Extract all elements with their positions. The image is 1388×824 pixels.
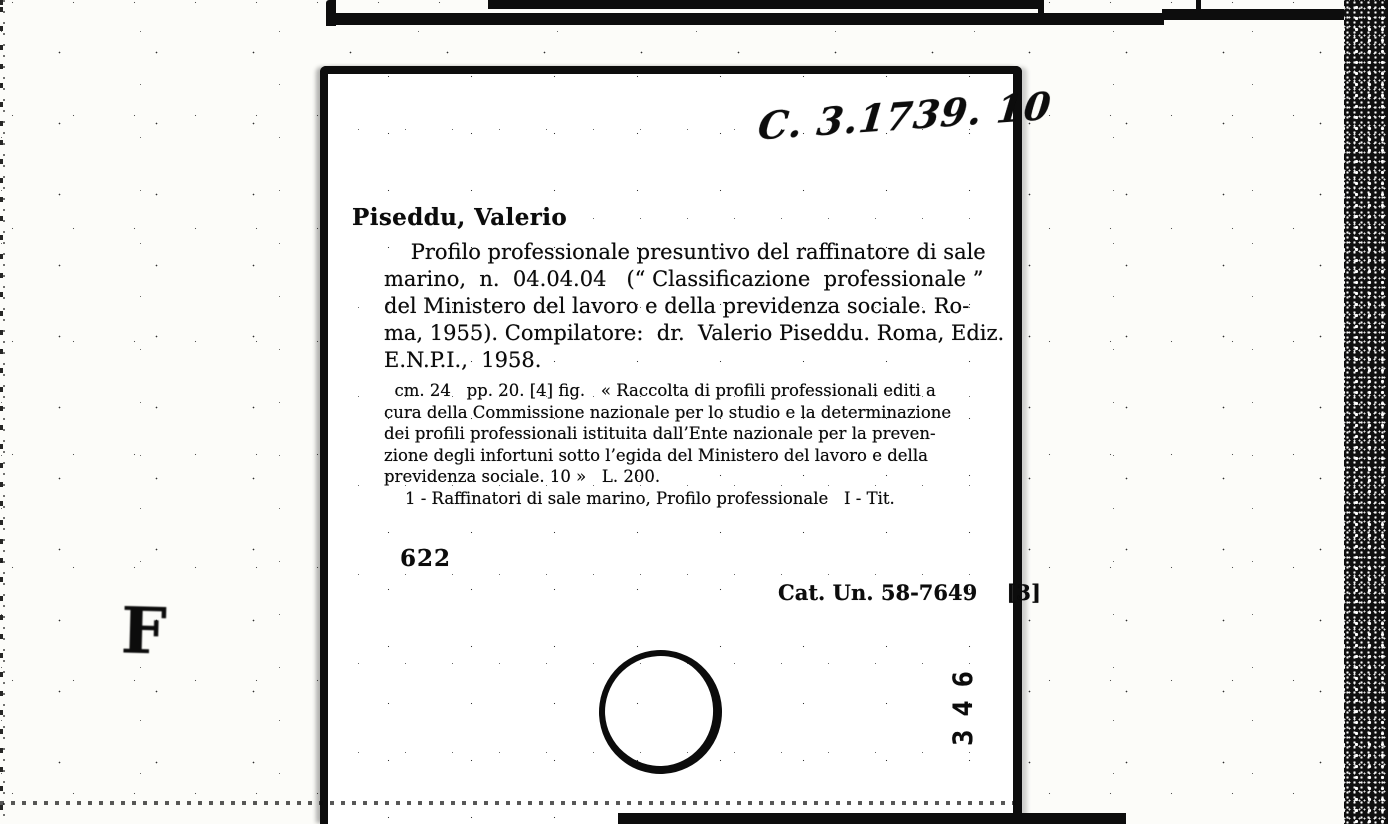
- card-bottom-dotted-edge: [0, 801, 1022, 805]
- catalog-union-reference: Cat. Un. 58-7649 [3]: [778, 580, 1041, 605]
- rotated-side-number: 346: [948, 658, 979, 746]
- note-line: zione degli infortuni sotto l’egida del Ministero del lavoro e della: [384, 445, 928, 465]
- upper-card-bottom-edge: [488, 0, 1040, 9]
- bottom-scan-bar: [618, 813, 1126, 824]
- left-scan-edge-noise: [0, 0, 6, 824]
- body-line: marino, n. 04.04.04 (“ Classificazione professionale ”: [384, 267, 984, 291]
- bibliographic-description: [384, 239, 1018, 374]
- collation-note: [384, 380, 1018, 510]
- stamp-mark: F: [120, 593, 168, 670]
- top-edge-tick: [1196, 0, 1201, 12]
- body-line: E.N.P.I., 1958.: [384, 348, 542, 372]
- tracing-line: 1 - Raffinatori di sale marino, Profilo professionale I - Tit.: [384, 488, 895, 508]
- top-divider-bar-right: [1162, 9, 1345, 20]
- handwritten-shelfmark: C. 3.1739. 10: [755, 82, 1054, 149]
- author-heading: Piseddu, Valerio: [352, 204, 568, 231]
- top-edge-tick: [1038, 0, 1044, 16]
- body-line: del Ministero del lavoro e della previdenza sociale. Ro-: [384, 294, 970, 318]
- right-scan-noise-column: [1344, 0, 1388, 824]
- note-line: dei profili professionali istituita dall’Ente nazionale per la preven-: [384, 424, 936, 444]
- note-line: previdenza sociale. 10 » L. 200.: [384, 467, 661, 487]
- note-line: cm. 24 pp. 20. [4] fig. « Raccolta di profili professionali editi a: [384, 381, 936, 400]
- card-number: 622: [400, 545, 452, 572]
- body-line: Profilo professionale presuntivo del raffinatore di sale: [384, 240, 986, 264]
- note-line: cura della Commissione nazionale per lo studio e la determinazione: [384, 402, 952, 422]
- body-line: ma, 1955). Compilatore: dr. Valerio Piseddu. Roma, Ediz.: [384, 321, 1005, 345]
